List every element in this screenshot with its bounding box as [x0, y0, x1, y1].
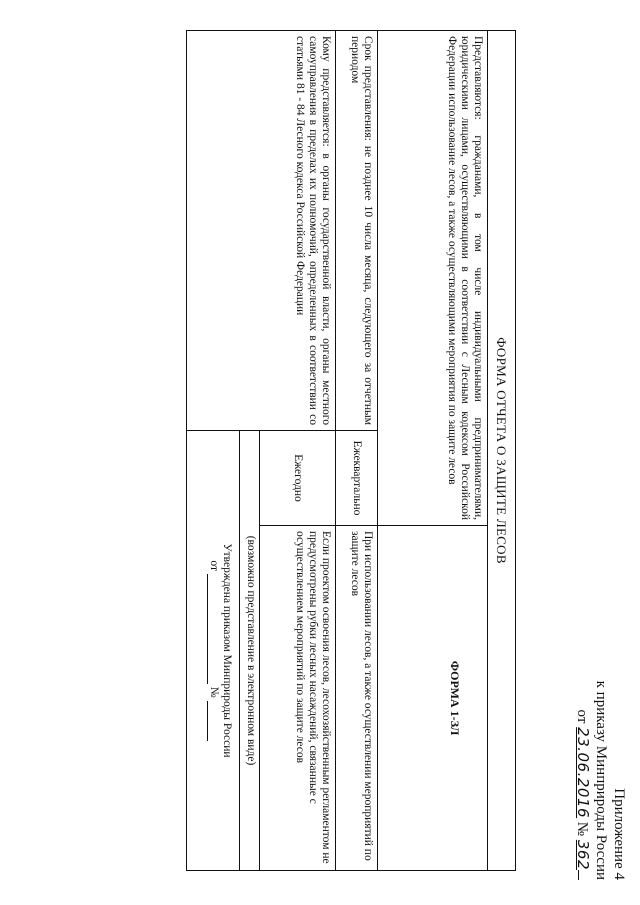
appendix-from-label: от	[574, 709, 590, 724]
form-code: ФОРМА 1-ЗЛ	[378, 526, 488, 871]
appendix-date: 23.06.2016	[574, 727, 592, 819]
annual-condition-cell: Если проектом освоения лесов, лесохозяйственным регламентом не предусмотрены рубки лесных насаждений, связанные с осуществлением мероприятий по защите лесов	[260, 526, 336, 871]
recipients-cell: Кому представляется: в органы государственной власти, органы местного самоуправления в пределах их полномочий, определенных в соответствии со статьями 81 - 84 Лесного кодекса Российской Федерации	[187, 31, 336, 431]
submitters-cell: Представляются: гражданами, в том числе индивидуальными предпринимателями, юридическими лицами, осуществляющими в соответствии с Лесным кодексом Российской Федерации использование лесов, а также осуществляющими мероприятия по защите лесов	[378, 31, 488, 526]
approval-date-blank	[207, 574, 208, 684]
report-form-table	[186, 30, 516, 871]
form-title: ФОРМА ОТЧЕТА О ЗАЩИТЕ ЛЕСОВ	[488, 31, 516, 871]
rotated-page	[150, 20, 628, 880]
appendix-number-label: №	[574, 821, 590, 837]
appendix-number: 362	[574, 839, 592, 870]
annually-cell: Ежегодно	[260, 431, 336, 526]
approval-details	[207, 436, 220, 865]
quarterly-cell: Ежеквартально	[336, 431, 378, 526]
deadline-cell: Срок представления: не позднее 10 числа месяца, следующего за отчетным периодом	[336, 31, 378, 431]
approval-cell	[187, 431, 240, 871]
appendix-date-line	[573, 620, 592, 880]
appendix-order-ref: к приказу Минприроды России	[593, 680, 609, 880]
approval-number-blank	[207, 701, 208, 741]
quarterly-condition-cell: При использовании лесов, а также осуществлении мероприятий по защите лесов	[336, 526, 378, 871]
appendix-title: Приложение 4	[611, 788, 627, 880]
appendix-header	[573, 620, 628, 880]
electronic-note: (возможно представление в электронном виде)	[240, 431, 260, 871]
approval-from-label: от	[208, 560, 220, 572]
approval-line: Утверждена приказом Минприроды России	[221, 543, 233, 758]
approval-number-label: №	[208, 686, 220, 698]
